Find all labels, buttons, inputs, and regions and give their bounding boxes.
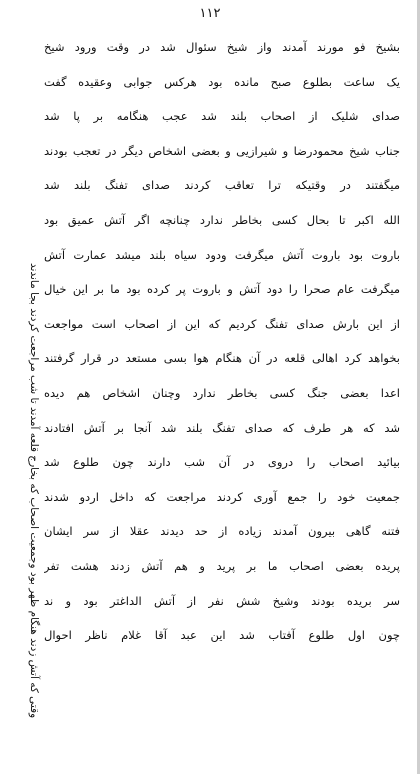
margin-note: وقتی که آتش زدند هنگام ظهر بود وجمعیت اصحاب که بخارج قلعه آمدند تا شب مراجعت کردند بجا ماندند — [28, 262, 40, 718]
page-number: ١١٢ — [199, 6, 221, 21]
text-line: بخواهد کرد اهالی قلعه در آن هنگام هوا بسی مستعد در قرار گرفتند — [44, 351, 400, 366]
text-line: پریده بعضی اصحاب ما بر پرید و هم آتش زدند هشت تفر — [44, 558, 400, 573]
text-line: بیائید اصحاب را دروی در آن شب دارند چون طلوع شد — [44, 455, 400, 470]
text-line: باروت بود باروت آتش میگرفت ودود سیاه بلند میشد عمارت آتش — [44, 247, 400, 262]
text-line: جمعیت خود را جمع آوری کردند مراجعت که داخل اردو شدند — [44, 489, 400, 504]
text-line: اعدا بعضی جنگ کسی بخاطر ندارد وچنان اشخاص هم دیده — [44, 385, 400, 400]
text-line: شد که هر طرف که صدای تفنگ بلند شد آنجا بر آتش افتادند — [44, 420, 400, 435]
text-line: صدای شلیک از اصحاب بلند شد عجب هنگامه بر پا شد — [44, 109, 400, 124]
text-line: میگرفت عام صحرا را دود آتش و باروت پر کرده بود ما بر این خیال — [44, 282, 400, 297]
text-line: فتنه گاهی بیرون آمدند زیاده از حد دیدند عقلا از سر ایشان — [44, 524, 400, 539]
text-line: از این بارش صدای تفنگ کردیم که این از اصحاب است مواجعت — [44, 316, 400, 331]
text-line: چون اول طلوع آفتاب شد این عبد آقا غلام ناظر احوال — [44, 628, 400, 643]
text-line: یک ساعت بطلوع صبح مانده بود هرکس جوابی وعقیده گفت — [44, 74, 400, 89]
main-text-block — [44, 30, 400, 653]
text-line: جناب شیخ محمودرضا و شیرازیی و بعضی اشخاص دیگر در تعجب بودند — [44, 143, 400, 158]
text-line: الله اکبر تا بحال کسی بخاطر ندارد چنانچه اگر آتش عمیق بود — [44, 212, 400, 227]
text-line: سر بریده بودند وشیخ شش نفر از آتش الداغتر بود و ند — [44, 593, 400, 608]
text-line: میگفتند در وقتیکه ترا تعاقب کردند صدای تفنگ بلند شد — [44, 178, 400, 193]
text-line: بشیخ فو مورند آمدند واز شیخ سئوال شد در وقت ورود شیخ — [44, 40, 400, 54]
